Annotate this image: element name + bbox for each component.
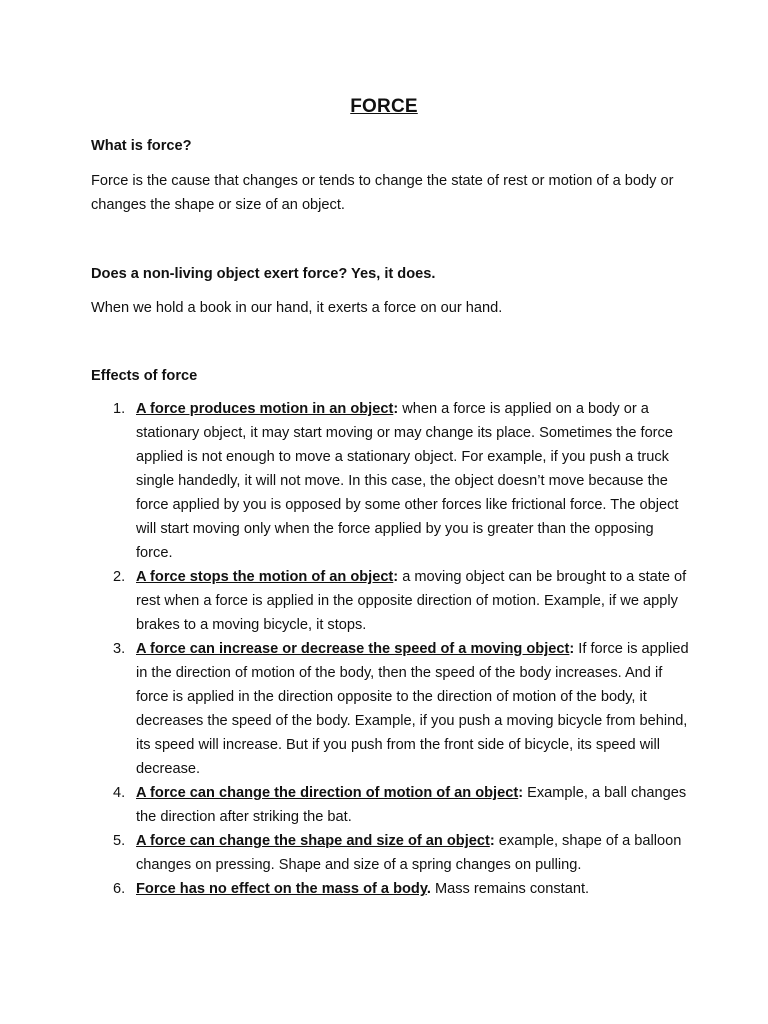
paragraph-non-living: When we hold a book in our hand, it exerts a force on our hand.: [91, 300, 503, 316]
paragraph-definition: Force is the cause that changes or tends to change the state of rest or motion of a body or changes the shape or size of an object.: [91, 173, 674, 213]
list-item-punct: :: [569, 641, 575, 657]
section-heading-what-is-force: What is force?: [91, 138, 192, 154]
list-item-key-phrase: A force stops the motion of an object: [136, 569, 394, 585]
list-item: [91, 781, 691, 829]
list-item-number: 6.: [113, 881, 126, 897]
list-item-punct: :: [393, 401, 399, 417]
list-item-key-phrase: A force can change the direction of motion of an object: [136, 785, 519, 801]
list-item-punct: :: [489, 833, 495, 849]
list-item-text: example, shape of a balloon changes on pressing. Shape and size of a spring changes on pulling.: [136, 833, 682, 873]
list-item-number: 4.: [113, 785, 126, 801]
list-item-key-phrase: A force can increase or decrease the speed of a moving object: [136, 641, 570, 657]
list-item: [91, 637, 691, 781]
page-title: FORCE: [350, 96, 418, 117]
list-item-text: Example, a ball changes the direction after striking the bat.: [136, 785, 687, 825]
list-item-key-phrase: Force has no effect on the mass of a body: [136, 881, 427, 897]
list-item-number: 1.: [113, 401, 126, 417]
list-item: [91, 397, 691, 565]
list-item-text: when a force is applied on a body or a stationary object, it may start moving or may change its place. Sometimes the force applied is not enough to move a stationary object. For example, if you push a truck single handedly, it will not move. In this case, the object doesn’t move because the force applied by you is opposed by some other forces like frictional force. The object will start moving only when the force applied by you is greater than the opposing force.: [136, 401, 679, 561]
list-item: [91, 565, 691, 637]
list-item-punct: .: [426, 881, 431, 897]
list-item-key-phrase: A force produces motion in an object: [136, 401, 394, 417]
list-item-punct: :: [518, 785, 524, 801]
list-item-number: 2.: [113, 569, 126, 585]
list-item-key-phrase: A force can change the shape and size of an object: [136, 833, 490, 849]
list-item-number: 5.: [113, 833, 126, 849]
list-item-text: a moving object can be brought to a state of rest when a force is applied in the opposite direction of motion. Example, if we apply brakes to a moving bicycle, it stops.: [136, 569, 687, 633]
list-item-text: If force is applied in the direction of motion of the body, then the speed of the body increases. And if force is applied in the direction opposite to the direction of motion of the body, it decreases the speed of the body. Example, if you push a moving bicycle from behind, its speed will increase. But if you push from the front side of bicycle, its speed will decrease.: [136, 641, 689, 777]
section-heading-effects: Effects of force: [91, 368, 198, 384]
section-heading-non-living: Does a non-living object exert force? Yes, it does.: [91, 266, 436, 282]
list-item-punct: :: [393, 569, 399, 585]
list-item-number: 3.: [113, 641, 126, 657]
effects-list: [91, 397, 691, 901]
list-item: [91, 877, 691, 901]
list-item-text: Mass remains constant.: [430, 881, 590, 897]
list-item: [91, 829, 691, 877]
